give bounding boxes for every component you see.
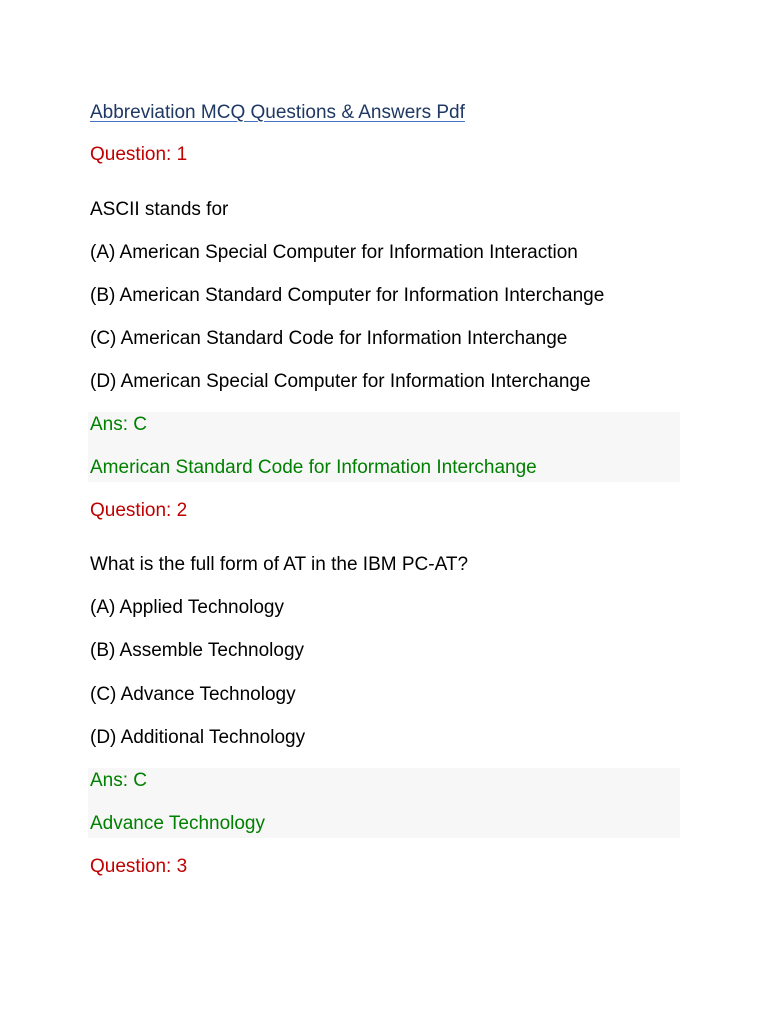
question-1-text: ASCII stands for bbox=[90, 199, 229, 220]
question-1-option-b: (B) American Standard Computer for Information Interchange bbox=[90, 285, 605, 306]
question-1-label: Question: 1 bbox=[90, 144, 188, 165]
question-1-answer-text: American Standard Code for Information Interchange bbox=[90, 457, 537, 478]
document-title[interactable]: Abbreviation MCQ Questions & Answers Pdf bbox=[90, 102, 465, 123]
question-2-answer-text: Advance Technology bbox=[90, 813, 265, 834]
question-2-option-c: (C) Advance Technology bbox=[90, 684, 296, 705]
question-2-answer-label: Ans: C bbox=[90, 770, 148, 791]
question-2-option-d: (D) Additional Technology bbox=[90, 727, 306, 748]
question-2-option-a: (A) Applied Technology bbox=[90, 597, 284, 618]
question-1-answer-label: Ans: C bbox=[90, 414, 148, 435]
question-2-text: What is the full form of AT in the IBM PC-AT? bbox=[90, 554, 469, 575]
question-2-option-b: (B) Assemble Technology bbox=[90, 640, 305, 661]
question-1-option-a: (A) American Special Computer for Information Interaction bbox=[90, 242, 578, 263]
question-2-label: Question: 2 bbox=[90, 500, 188, 521]
question-1-option-c: (C) American Standard Code for Information Interchange bbox=[90, 328, 568, 349]
question-1-option-d: (D) American Special Computer for Information Interchange bbox=[90, 371, 591, 392]
question-3-label: Question: 3 bbox=[90, 856, 188, 877]
